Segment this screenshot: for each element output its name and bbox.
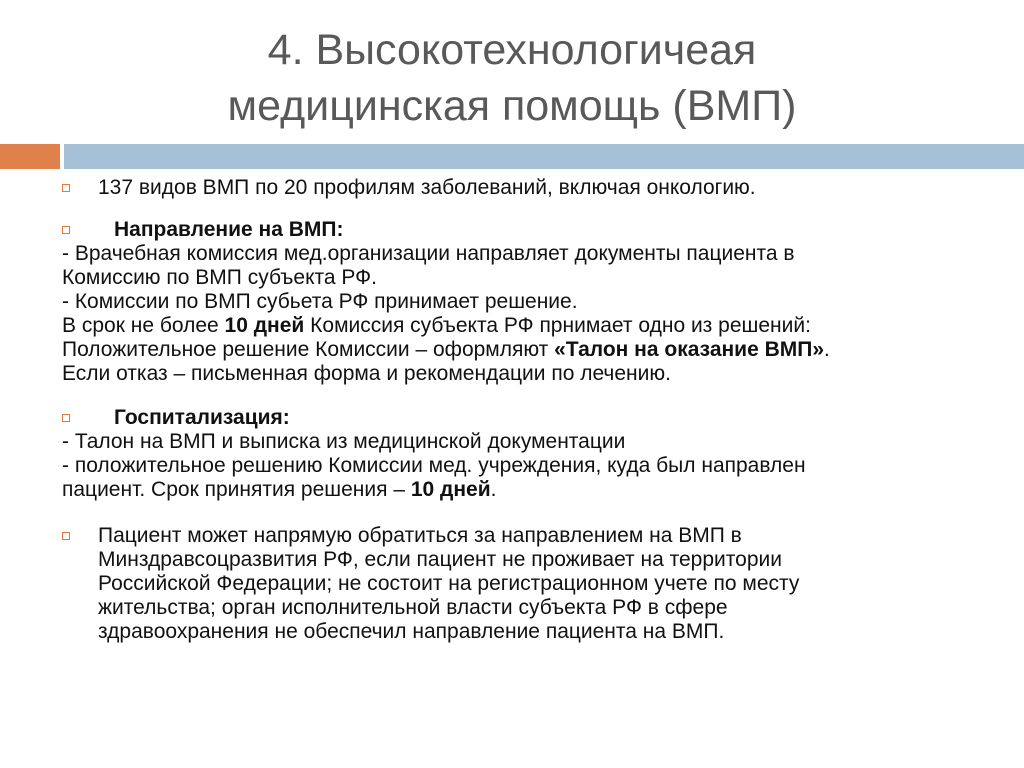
slide-body [62,176,1002,644]
item-line: пациент. Срок принятия решения – 10 дней. [62,478,497,501]
item-line: - Талон на ВМП и выписка из медицинской документации [62,430,626,453]
bullet-item-referral [62,218,1002,386]
item-line: Российской Федерации; не состоит на регистрационном учете по месту [98,572,800,595]
item-text: 137 видов ВМП по 20 профилям заболеваний, включая онкологию. [98,176,756,199]
item-heading: Госпитализация: [114,406,290,429]
bullet-item-hospitalization [62,406,1002,502]
slide-title-line-2: медицинская помощь (ВМП) [227,82,797,130]
slide-title [0,22,1024,134]
square-bullet-icon [62,414,70,422]
item-line: жительства; орган исполнительной власти субъекта РФ в сфере [98,596,728,619]
item-heading: Направление на ВМП: [114,218,344,241]
item-line: Комиссию по ВМП субъекта РФ. [62,266,377,289]
item-line: - положительное решению Комиссии мед. учреждения, куда был направлен [62,454,806,477]
item-line: - Врачебная комиссия мед.организации направляет документы пациента в [62,242,795,265]
item-line: Если отказ – письменная форма и рекомендации по лечению. [62,362,671,385]
item-line: Пациент может напрямую обратиться за направлением на ВМП в [98,524,742,547]
item-line: Положительное решение Комиссии – оформляют «Талон на оказание ВМП». [62,338,830,361]
item-line: В срок не более 10 дней Комиссия субъекта РФ прнимает одно из решений: [62,314,811,337]
square-bullet-icon [62,184,70,192]
bullet-item-direct-application [62,524,1002,644]
square-bullet-icon [62,226,70,234]
square-bullet-icon [62,532,70,540]
item-line: здравоохранения не обеспечил направление пациента на ВМП. [98,620,725,643]
item-line: Минздравсоцразвития РФ, если пациент не проживает на территории [98,548,782,571]
slide-title-line-1: 4. Высокотехнологичеая [267,26,757,74]
title-rule-accent [0,144,60,169]
item-line: - Комиссии по ВМП субьета РФ принимает решение. [62,290,578,313]
title-rule-bar [64,144,1024,169]
bullet-item-vmp-types [62,176,1002,200]
